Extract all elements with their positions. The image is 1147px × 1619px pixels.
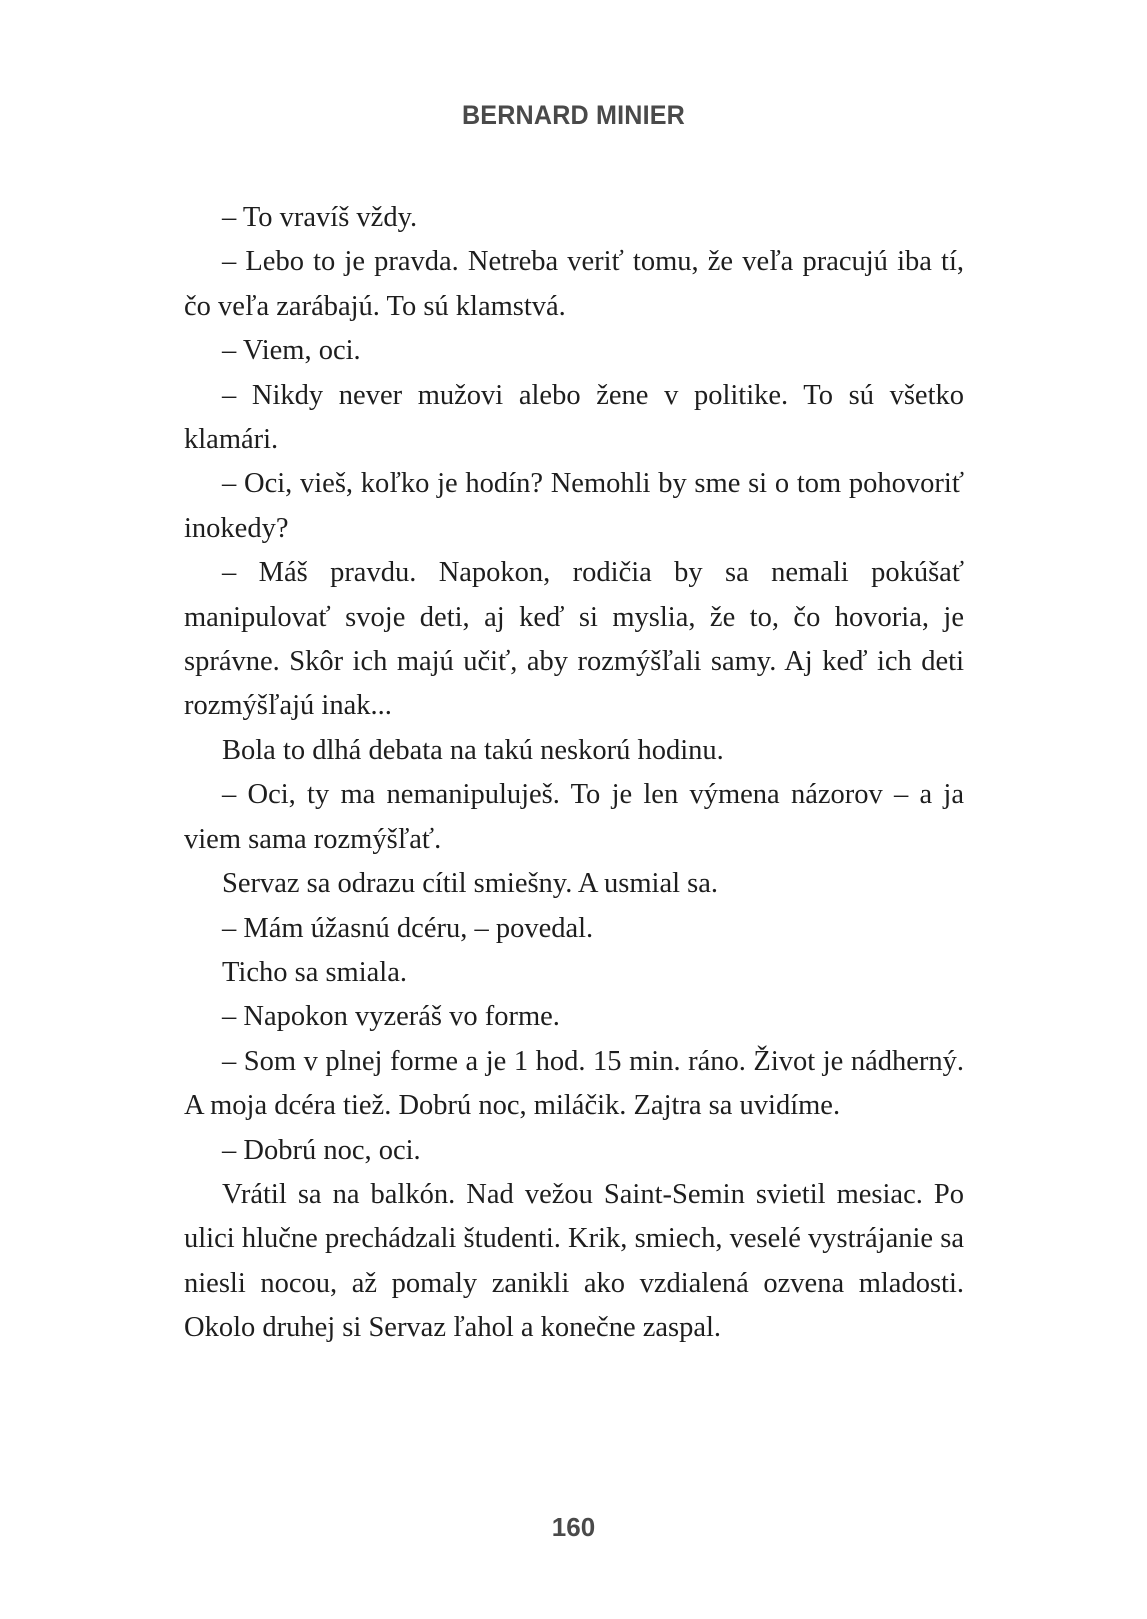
running-head-author: BERNARD MINIER (461, 100, 686, 130)
paragraph: – Mám úžasnú dcéru, – povedal. (222, 912, 594, 944)
body-text (184, 196, 964, 1351)
paragraph: – Som v plnej forme a je 1 hod. 15 min. ráno. Život je nádherný. A moja dcéra tiež. Dobrú noc, miláčik. Zajtra sa uvidíme. (184, 1045, 964, 1122)
page-number: 160 (551, 1512, 596, 1542)
paragraph: – Máš pravdu. Napokon, rodičia by sa nemali pokúšať manipulovať svoje deti, aj keď si myslia, že to, čo hovoria, je správne. Skôr ich majú učiť, aby rozmýšľali samy. Aj keď ich deti rozmýšľajú inak... (184, 557, 964, 722)
paragraph: – Napokon vyzeráš vo forme. (222, 1001, 560, 1033)
paragraph: – Oci, ty ma nemanipuluješ. To je len výmena názorov – a ja viem sama rozmýšľať. (184, 779, 964, 855)
paragraph: Bola to dlhá debata na takú neskorú hodinu. (222, 734, 724, 766)
paragraph: – Viem, oci. (222, 335, 361, 367)
paragraph: – Lebo to je pravda. Netreba veriť tomu, že veľa pracujú iba tí, čo veľa zarábajú. To sú klamstvá. (184, 246, 964, 322)
paragraph: – Nikdy never mužovi alebo žene v politike. To sú všetko klamári. (184, 379, 964, 456)
paragraph: – To vravíš vždy. (222, 202, 418, 233)
paragraph: – Dobrú noc, oci. (222, 1134, 421, 1166)
paragraph: Servaz sa odrazu cítil smiešny. A usmial sa. (222, 868, 719, 900)
paragraph: Ticho sa smiala. (222, 956, 407, 988)
paragraph: Vrátil sa na balkón. Nad vežou Saint-Semin svietil mesiac. Po ulici hlučne prechádzali študenti. Krik, smiech, veselé vystrájanie sa niesli nocou, až pomaly zanikli ako vzdialená ozvena mladosti. Okolo druhej si Servaz ľahol a konečne zaspal. (184, 1178, 964, 1344)
paragraph: – Oci, vieš, koľko je hodín? Nemohli by sme si o tom pohovoriť inokedy? (184, 468, 964, 544)
